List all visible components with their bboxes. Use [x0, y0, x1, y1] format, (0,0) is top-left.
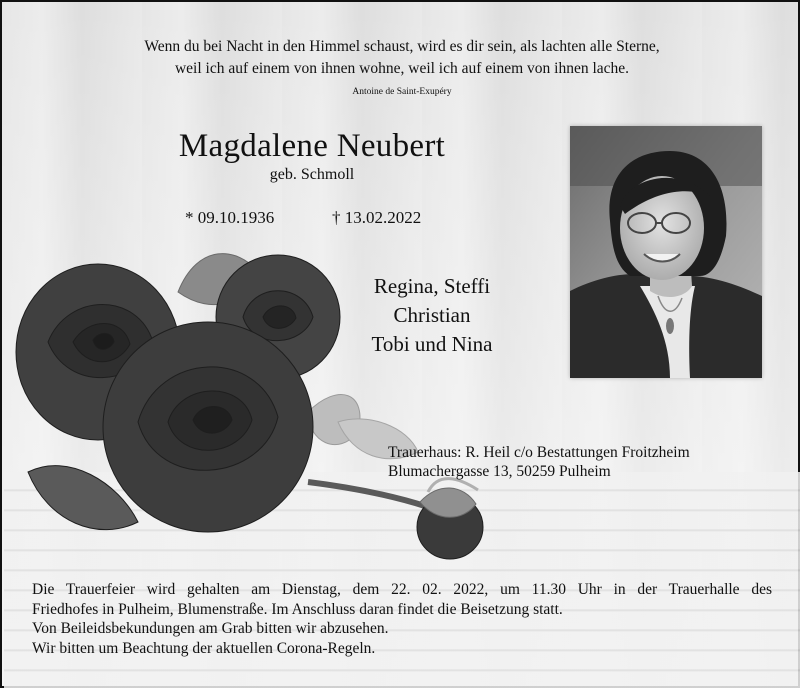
quote-line-2: weil ich auf einem von ihnen wohne, weil ich auf einem von ihnen lache.: [174, 60, 630, 77]
funeral-details-line-4: Wir bitten um Beachtung der aktuellen Corona-Regeln.: [32, 639, 376, 657]
funeral-details-line-2: Friedhofes in Pulheim, Blumenstraße. Im Anschluss daran findet die Beisetzung statt.: [32, 600, 563, 618]
undertaker-line-2: Blumachergasse 13, 50259 Pulheim: [388, 463, 611, 480]
maiden-name: geb. Schmoll: [269, 166, 355, 183]
portrait-photo: [570, 126, 762, 378]
undertaker-info: [388, 443, 690, 481]
quote: [42, 36, 762, 80]
quote-author: Antoine de Saint-Exupéry: [352, 87, 452, 97]
birth-date: * 09.10.1936: [185, 208, 275, 227]
funeral-details-line-3: Von Beileidsbekundungen am Grab bitten wir abzusehen.: [32, 620, 389, 637]
funeral-details: [32, 580, 772, 658]
funeral-details-line-1: Die Trauerfeier wird gehalten am Dienstag, dem 22. 02. 2022, um 11.30 Uhr in der Trauerhalle des: [32, 581, 772, 598]
mourners-line-1: Regina, Steffi: [373, 274, 491, 298]
mourners-line-3: Tobi und Nina: [371, 332, 493, 356]
deceased-name: Magdalene Neubert: [178, 128, 446, 164]
quote-line-1: Wenn du bei Nacht in den Himmel schaust, wird es dir sein, als lachten alle Sterne,: [144, 38, 660, 55]
mourners-line-2: Christian: [393, 303, 471, 327]
death-date: † 13.02.2022: [332, 208, 422, 227]
mourners: [332, 272, 532, 359]
undertaker-line-1: Trauerhaus: R. Heil c/o Bestattungen Froitzheim: [388, 444, 690, 461]
